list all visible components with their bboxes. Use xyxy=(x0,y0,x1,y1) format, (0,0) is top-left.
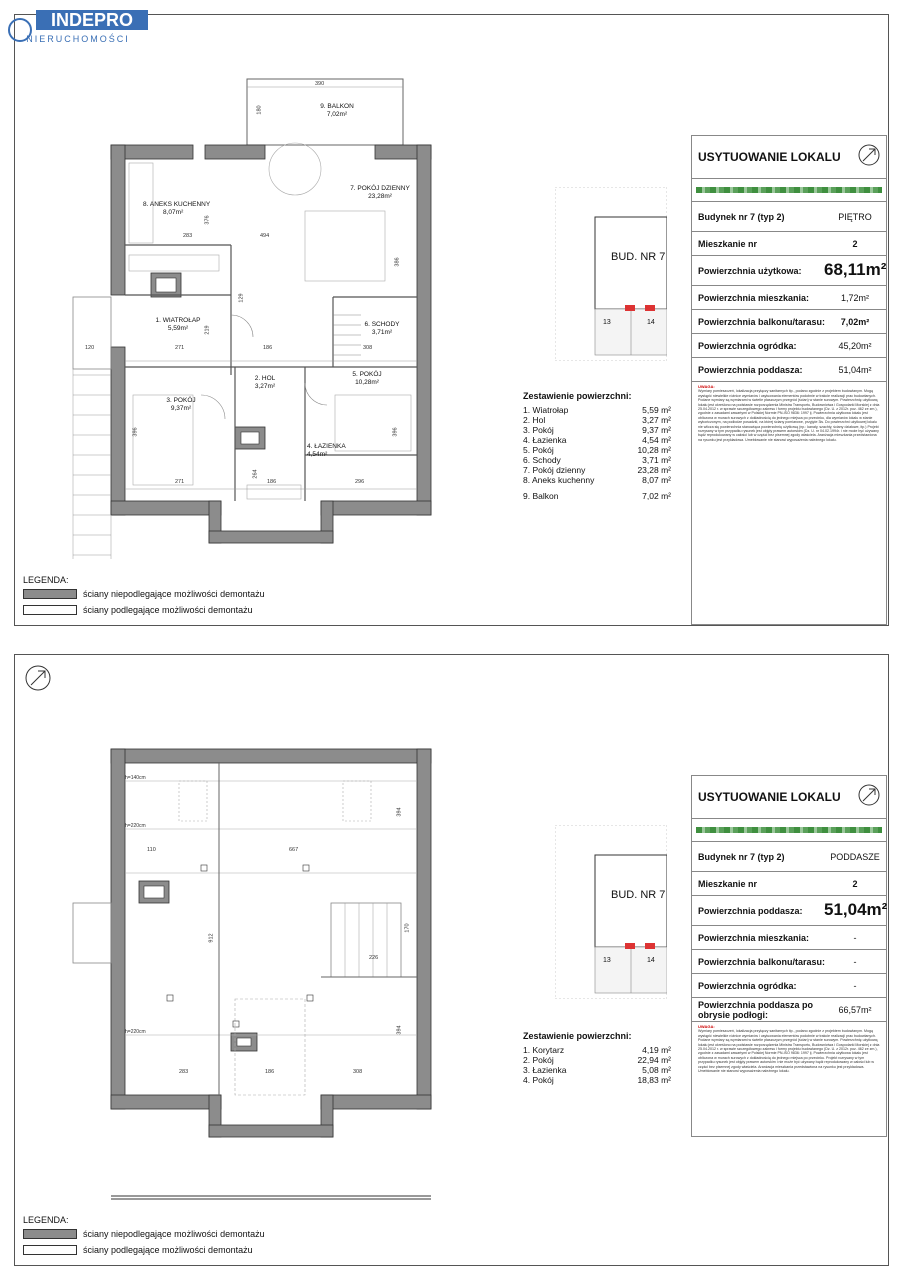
list-item: 9. Balkon 7,02 m² xyxy=(523,491,671,501)
list-item: 1. Korytarz 4,19 m² xyxy=(523,1045,671,1055)
list-item: 2. Hol 3,27 m² xyxy=(523,415,671,425)
dim-283: 283 xyxy=(183,233,193,239)
list-item: 8. Aneks kuchenny 8,07 m² xyxy=(523,475,671,485)
list-item: 3. Łazienka 5,08 m² xyxy=(523,1065,671,1075)
areas-heading: Zestawienie powierzchni: xyxy=(523,1031,632,1041)
dim-180: 180 xyxy=(256,105,263,115)
brand-logo: INDEPRO NIERUCHOMOŚCI xyxy=(8,10,148,50)
dim-308: 308 xyxy=(363,345,373,351)
room-bedroom-small: 3. POKÓJ 9,37m² xyxy=(166,397,196,412)
legend-label-removable: ściany podlegające możliwości demontażu xyxy=(83,605,253,615)
dim-120: 120 xyxy=(85,345,95,351)
info-balcony-row: Powierzchnia balkonu/tarasu: - xyxy=(692,950,886,974)
unit-info-panel xyxy=(691,775,887,1137)
dim-271b: 271 xyxy=(175,479,185,485)
room-balcony: 9. BALKON 7,02m² xyxy=(320,103,354,118)
legend-swatch-removable xyxy=(23,1245,77,1255)
list-item: 6. Schody 3,71 m² xyxy=(523,455,671,465)
info-note: UWAGA: Wymiary pomieszczeń, lokalizacja przyłączy sanitarnych itp., podano zgodnie z projektem budowlanym. Mogą wystąpić niewielkie różnice wymiarów i usytuowania elementów podobnie w trakcie realizacji prac budowlanych. Podane wymiary są wymiarami w świetle płaszczyzn przegród (ścian) w stanie surowym. Powierzchnię użytkową lokalu jest określono na podstawie rozporządzenia Ministra Transportu, Budownictwa i Gospodarki Morskiej z dnia 25.04.2012 r. w sprawie szczegółowego zakresu i formy projektu budowlanego (Dz. U. z 2012r. poz. 462 ze zm.), zgodnie z zasadami zawartymi w Polskiej Normie PN-ISO 9836: 1997 ij. Powierzchnia użytkowa lokalu jest obliczona w murach surowych z dokładnością do jednego miejsca po przecinku. Projekt rozrysany w tym przypadku rysunek jest objęty prawem autorskim i nie może być używany bądź reprodukowany w całości lub w części bez pisemnej zgody właściela. Aranżacja mieszkania przedstawiona na rysunku jest przykładowa. Umeblowanie nie stanowi wyposażenia należnego lokalu. xyxy=(698,1024,880,1074)
room-vestibule: 1. WIATROŁAP 5,59m² xyxy=(155,317,201,332)
list-item: 7. Pokój dzienny 23,28 m² xyxy=(523,465,671,475)
info-building-row: Budynek nr 7 (typ 2) PIĘTRO xyxy=(692,202,886,232)
site-plot-13: 13 xyxy=(603,957,611,964)
legend-title: LEGENDA: xyxy=(23,1215,69,1225)
dim-186: 186 xyxy=(263,345,273,351)
areas-summary xyxy=(523,391,671,501)
legend-swatch-fixed xyxy=(23,1229,77,1239)
legend-swatch-fixed xyxy=(23,589,77,599)
site-plot-14: 14 xyxy=(647,957,655,964)
info-building-row: Budynek nr 7 (typ 2) PODDASZE xyxy=(692,842,886,872)
room-kitchenette: 8. ANEKS KUCHENNY 8,07m² xyxy=(143,201,211,216)
site-building-label: BUD. NR 7 xyxy=(611,251,666,263)
dim-h220b: h=220cm xyxy=(125,1029,146,1035)
info-usable-row: Powierzchnia użytkowa: 68,11m² xyxy=(692,256,886,286)
info-title: USYTUOWANIE LOKALU xyxy=(692,136,886,179)
list-item: 5. Pokój 10,28 m² xyxy=(523,445,671,455)
dim-h220: h=220cm xyxy=(125,823,146,829)
list-item: 1. Wiatrołap 5,59 m² xyxy=(523,405,671,415)
site-strip xyxy=(692,179,886,202)
site-plot-13: 13 xyxy=(603,319,611,326)
dim-394: 394 xyxy=(396,807,403,817)
dim-219: 219 xyxy=(204,325,211,335)
room-living: 7. POKÓJ DZIENNY 23,28m² xyxy=(350,185,410,200)
site-strip xyxy=(692,819,886,842)
legend-label-fixed: ściany niepodlegające możliwości demontażu xyxy=(83,1229,265,1239)
dim-226: 226 xyxy=(369,955,379,961)
dim-296: 296 xyxy=(355,479,365,485)
legend-swatch-removable xyxy=(23,605,77,615)
section-line xyxy=(111,1195,431,1201)
dim-186b: 186 xyxy=(267,479,277,485)
legend-title: LEGENDA: xyxy=(23,575,69,585)
info-floor-row: Powierzchnia poddasza po obrysie podłogi: 66,57m² xyxy=(692,998,886,1022)
info-flat-row: Mieszkanie nr 2 xyxy=(692,872,886,896)
site-building-label: BUD. NR 7 xyxy=(611,889,666,901)
legend xyxy=(23,1215,323,1263)
info-living-row: Powierzchnia mieszkania: 1,72m² xyxy=(692,286,886,310)
room-stairs: 6. SCHODY 3,71m² xyxy=(364,321,400,336)
room-hall: 2. HOL 3,27m² xyxy=(254,375,276,390)
unit-info-panel xyxy=(691,135,887,625)
info-flat-row: Mieszkanie nr 2 xyxy=(692,232,886,256)
dim-h140: h=140cm xyxy=(125,775,146,781)
areas-summary xyxy=(523,1031,671,1085)
dim-376: 376 xyxy=(204,215,211,225)
list-item: 4. Łazienka 4,54 m² xyxy=(523,435,671,445)
floor-plan-sheet-upper xyxy=(14,14,889,626)
dim-264: 264 xyxy=(252,469,259,479)
dim-283: 283 xyxy=(179,1069,189,1075)
dim-186: 186 xyxy=(265,1069,275,1075)
floor-plan-sheet-attic xyxy=(14,654,889,1266)
info-attic-row: Powierzchnia poddasza: 51,04m² xyxy=(692,896,886,926)
areas-heading: Zestawienie powierzchni: xyxy=(523,391,632,401)
info-garden-row: Powierzchnia ogródka: - xyxy=(692,974,886,998)
dim-494: 494 xyxy=(260,233,270,239)
north-arrow-icon xyxy=(858,784,880,806)
info-note: UWAGA: Wymiary pomieszczeń, lokalizacja przyłączy sanitarnych itp., podano zgodnie z projektem budowlanym. Mogą wystąpić niewielkie różnice wymiarów i usytuowania elementów podobnie w trakcie realizacji prac budowlanych. Podane wymiary są wymiarami w świetle płaszczyzn przegród (ścian) w stanie surowym. Powierzchnię użytkową lokalu jest określono na podstawie rozporządzenia Ministra Transportu, Budownictwa i Gospodarki Morskiej z dnia 25.04.2012 r. w sprawie szczegółowego zakresu i formy projektu budowlanego (Dz. U. z 2012r. poz. 462 ze zm.), zgodnie z zasadami zawartymi w Polskiej Normie PN-ISO 9836: 1997 ij. Powierzchnia użytkowa lokalu jest obliczona w murach surowych z dokładnością do jednego miejsca po przecinku, dla wymiarów lokalu w stanie wykończonym, na podłodze posadzki, na której ściany pomiarowe, przyjęte 3is. Do powierzchni użytkowej lokalu nie wlicza się powierzchnia stanowiąca powierzchnię użytkową (np.: kanały, szachty, ściany działowe, itp.) Projekt rozrysany w tym przypadku rysunek jest objęty prawem autorskim (Dz. U. nr 04.02.1994r. i nie może być używany bądź reprodukowany w całości lub w części bez pisemnej zgody właściela. Aranżacja mieszkania przedstawiona na rysunku jest przykładowa. Umeblowanie nie stanowi wyposażenia należnego lokalu. xyxy=(698,384,880,442)
dim-912: 912 xyxy=(208,933,215,943)
dim-308: 308 xyxy=(353,1069,363,1075)
info-balcony-row: Powierzchnia balkonu/tarasu: 7,02m² xyxy=(692,310,886,334)
list-item: 4. Pokój 18,83 m² xyxy=(523,1075,671,1085)
dim-170: 170 xyxy=(404,923,411,933)
legend-label-fixed: ściany niepodlegające możliwości demontażu xyxy=(83,589,265,599)
info-attic-row: Powierzchnia poddasza: 51,04m² xyxy=(692,358,886,382)
room-bedroom: 5. POKÓJ 10,28m² xyxy=(352,371,382,386)
info-title: USYTUOWANIE LOKALU xyxy=(692,776,886,819)
info-living-row: Powierzchnia mieszkania: - xyxy=(692,926,886,950)
dim-386: 386 xyxy=(394,257,401,267)
list-item: 2. Pokój 22,94 m² xyxy=(523,1055,671,1065)
dim-129: 129 xyxy=(238,293,245,303)
dim-396a: 396 xyxy=(132,427,139,437)
list-item: 3. Pokój 9,37 m² xyxy=(523,425,671,435)
site-plan xyxy=(555,825,667,999)
dim-396b: 396 xyxy=(392,427,399,437)
dim-390: 390 xyxy=(315,81,325,87)
legend xyxy=(23,575,323,623)
info-garden-row: Powierzchnia ogródka: 45,20m² xyxy=(692,334,886,358)
site-plan xyxy=(555,187,667,361)
dim-667: 667 xyxy=(289,847,299,853)
dim-394b: 394 xyxy=(396,1025,403,1035)
north-arrow-icon xyxy=(858,144,880,166)
dim-110: 110 xyxy=(147,847,156,853)
dim-271: 271 xyxy=(175,345,185,351)
room-bathroom: 4. ŁAZIENKA 4,54m² xyxy=(307,443,346,458)
site-plot-14: 14 xyxy=(647,319,655,326)
legend-label-removable: ściany podlegające możliwości demontażu xyxy=(83,1245,253,1255)
